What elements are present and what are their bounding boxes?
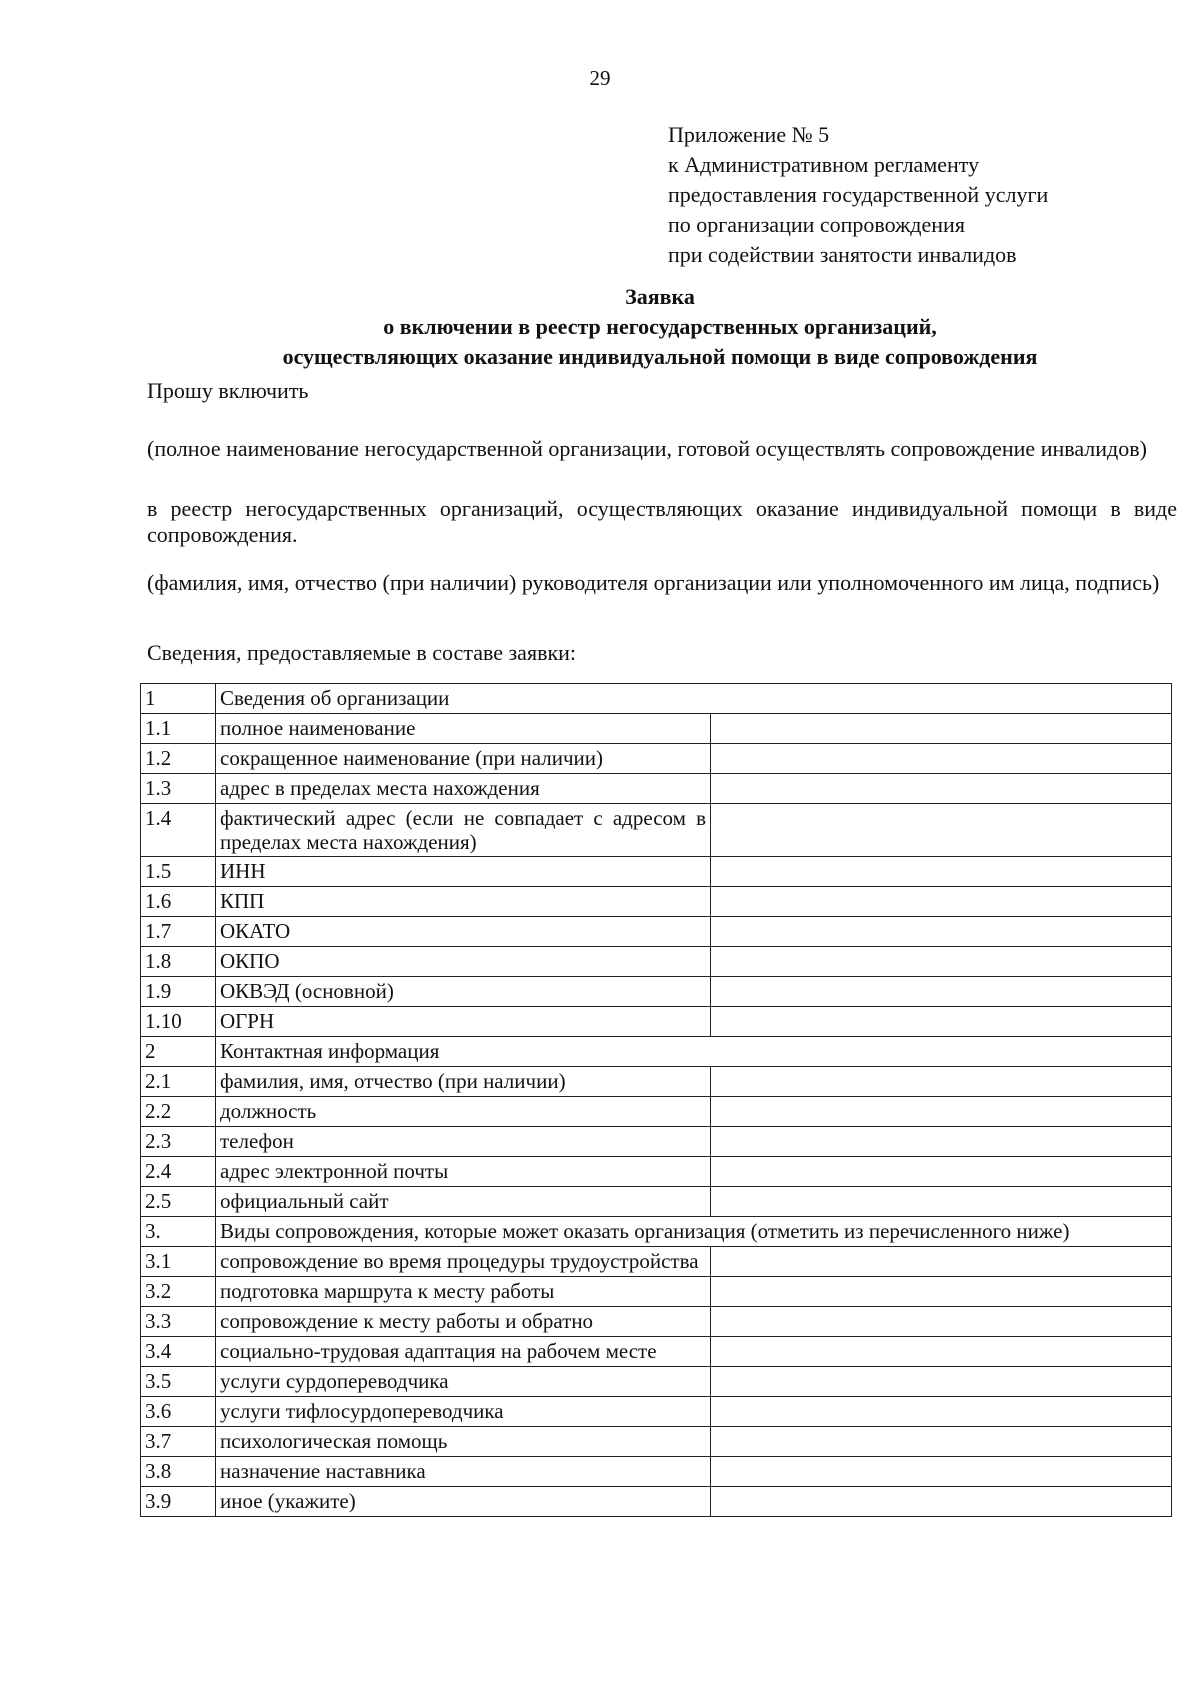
row-number: 2.3 — [141, 1127, 216, 1157]
table-section-row — [141, 1217, 1172, 1247]
row-number: 3.2 — [141, 1277, 216, 1307]
section-title: Виды сопровождения, которые может оказать организация (отметить из перечисленного ниже) — [216, 1217, 1172, 1247]
table-row — [141, 1367, 1172, 1397]
row-number: 3.3 — [141, 1307, 216, 1337]
row-number: 3.9 — [141, 1487, 216, 1517]
info-intro: Сведения, предоставляемые в составе заявки: — [147, 640, 577, 665]
value-cell[interactable] — [711, 1127, 1172, 1157]
table-row — [141, 887, 1172, 917]
row-label: сопровождение во время процедуры трудоустройства — [216, 1247, 711, 1277]
table-row — [141, 1247, 1172, 1277]
row-label: КПП — [216, 887, 711, 917]
value-cell[interactable] — [711, 1247, 1172, 1277]
table-section-row — [141, 1037, 1172, 1067]
value-cell[interactable] — [711, 887, 1172, 917]
title-line: Заявка — [625, 284, 695, 309]
value-cell[interactable] — [711, 1457, 1172, 1487]
table-row — [141, 1397, 1172, 1427]
value-cell[interactable] — [711, 1067, 1172, 1097]
row-label: адрес электронной почты — [216, 1157, 711, 1187]
row-label: фамилия, имя, отчество (при наличии) — [216, 1067, 711, 1097]
table-row — [141, 1307, 1172, 1337]
value-cell[interactable] — [711, 714, 1172, 744]
row-number: 3.4 — [141, 1337, 216, 1367]
value-cell[interactable] — [711, 1307, 1172, 1337]
title-line: о включении в реестр негосударственных организаций, — [383, 314, 937, 339]
table-row — [141, 1097, 1172, 1127]
table-row — [141, 1277, 1172, 1307]
document-title — [200, 282, 1120, 372]
page-number: 29 — [589, 66, 611, 90]
value-cell[interactable] — [711, 1157, 1172, 1187]
row-label: подготовка маршрута к месту работы — [216, 1277, 711, 1307]
row-number: 3. — [141, 1217, 216, 1247]
appendix-line: по организации сопровождения — [668, 212, 965, 237]
row-label: адрес в пределах места нахождения — [216, 774, 711, 804]
value-cell[interactable] — [711, 917, 1172, 947]
table-row — [141, 1487, 1172, 1517]
row-label: услуги тифлосурдопереводчика — [216, 1397, 711, 1427]
table-row — [141, 1007, 1172, 1037]
row-label: официальный сайт — [216, 1187, 711, 1217]
row-number: 1.3 — [141, 774, 216, 804]
table-row — [141, 1067, 1172, 1097]
row-label: ОКПО — [216, 947, 711, 977]
row-label: сокращенное наименование (при наличии) — [216, 744, 711, 774]
row-number: 1.2 — [141, 744, 216, 774]
table-row — [141, 977, 1172, 1007]
value-cell[interactable] — [711, 1277, 1172, 1307]
org-name-hint: (полное наименование негосударственной организации, готовой осуществлять сопровождение инвалидов) — [147, 436, 1147, 461]
table-row — [141, 744, 1172, 774]
row-label: полное наименование — [216, 714, 711, 744]
value-cell[interactable] — [711, 1487, 1172, 1517]
value-cell[interactable] — [711, 1007, 1172, 1037]
row-number: 3.1 — [141, 1247, 216, 1277]
row-number: 1.5 — [141, 857, 216, 887]
application-table — [140, 683, 1172, 1517]
request-text: Прошу включить — [147, 378, 309, 403]
row-label: психологическая помощь — [216, 1427, 711, 1457]
table-section-row — [141, 684, 1172, 714]
row-number: 2.4 — [141, 1157, 216, 1187]
row-number: 1.7 — [141, 917, 216, 947]
value-cell[interactable] — [711, 947, 1172, 977]
value-cell[interactable] — [711, 1187, 1172, 1217]
row-label: ОКВЭД (основной) — [216, 977, 711, 1007]
row-number: 3.6 — [141, 1397, 216, 1427]
title-line: осуществляющих оказание индивидуальной помощи в виде сопровождения — [282, 344, 1038, 369]
value-cell[interactable] — [711, 1337, 1172, 1367]
row-number: 3.5 — [141, 1367, 216, 1397]
row-label: социально-трудовая адаптация на рабочем месте — [216, 1337, 711, 1367]
value-cell[interactable] — [711, 977, 1172, 1007]
row-label: услуги сурдопереводчика — [216, 1367, 711, 1397]
signer-hint: (фамилия, имя, отчество (при наличии) руководителя организации или уполномоченного им лица, подпись) — [147, 570, 1160, 595]
value-cell[interactable] — [711, 1097, 1172, 1127]
appendix-line: Приложение № 5 — [668, 122, 830, 147]
table-row — [141, 947, 1172, 977]
row-number: 1.4 — [141, 804, 216, 857]
table-row — [141, 1457, 1172, 1487]
section-title: Сведения об организации — [216, 684, 1172, 714]
appendix-line: к Административном регламенту — [668, 152, 980, 177]
table-row — [141, 1337, 1172, 1367]
row-label: сопровождение к месту работы и обратно — [216, 1307, 711, 1337]
row-label: ОГРН — [216, 1007, 711, 1037]
row-label: телефон — [216, 1127, 711, 1157]
row-number: 1.9 — [141, 977, 216, 1007]
row-number: 2.5 — [141, 1187, 216, 1217]
table-row — [141, 714, 1172, 744]
row-number: 1.10 — [141, 1007, 216, 1037]
row-number: 2.1 — [141, 1067, 216, 1097]
row-label: назначение наставника — [216, 1457, 711, 1487]
section-title: Контактная информация — [216, 1037, 1172, 1067]
registry-text: в реестр негосударственных организаций, осуществляющих оказание индивидуальной помощи в виде сопровождения. — [147, 496, 1177, 547]
table-row — [141, 857, 1172, 887]
table-row — [141, 1127, 1172, 1157]
table-row — [141, 1187, 1172, 1217]
row-number: 3.8 — [141, 1457, 216, 1487]
appendix-line: при содействии занятости инвалидов — [668, 242, 1017, 267]
value-cell[interactable] — [711, 774, 1172, 804]
table-row — [141, 917, 1172, 947]
table-row — [141, 1157, 1172, 1187]
row-number: 1 — [141, 684, 216, 714]
value-cell[interactable] — [711, 1367, 1172, 1397]
row-number: 3.7 — [141, 1427, 216, 1457]
row-label: должность — [216, 1097, 711, 1127]
value-cell[interactable] — [711, 1397, 1172, 1427]
appendix-header — [668, 120, 1048, 270]
row-number: 2.2 — [141, 1097, 216, 1127]
row-number: 1.8 — [141, 947, 216, 977]
table-row — [141, 804, 1172, 857]
value-cell[interactable] — [711, 1427, 1172, 1457]
value-cell[interactable] — [711, 804, 1172, 857]
table-row — [141, 1427, 1172, 1457]
row-label: фактический адрес (если не совпадает с адресом в пределах места нахождения) — [216, 804, 711, 857]
row-number: 2 — [141, 1037, 216, 1067]
row-label: иное (укажите) — [216, 1487, 711, 1517]
table-row — [141, 774, 1172, 804]
appendix-line: предоставления государственной услуги — [668, 182, 1049, 207]
value-cell[interactable] — [711, 744, 1172, 774]
row-label: ИНН — [216, 857, 711, 887]
value-cell[interactable] — [711, 857, 1172, 887]
row-number: 1.1 — [141, 714, 216, 744]
row-label: ОКАТО — [216, 917, 711, 947]
row-number: 1.6 — [141, 887, 216, 917]
